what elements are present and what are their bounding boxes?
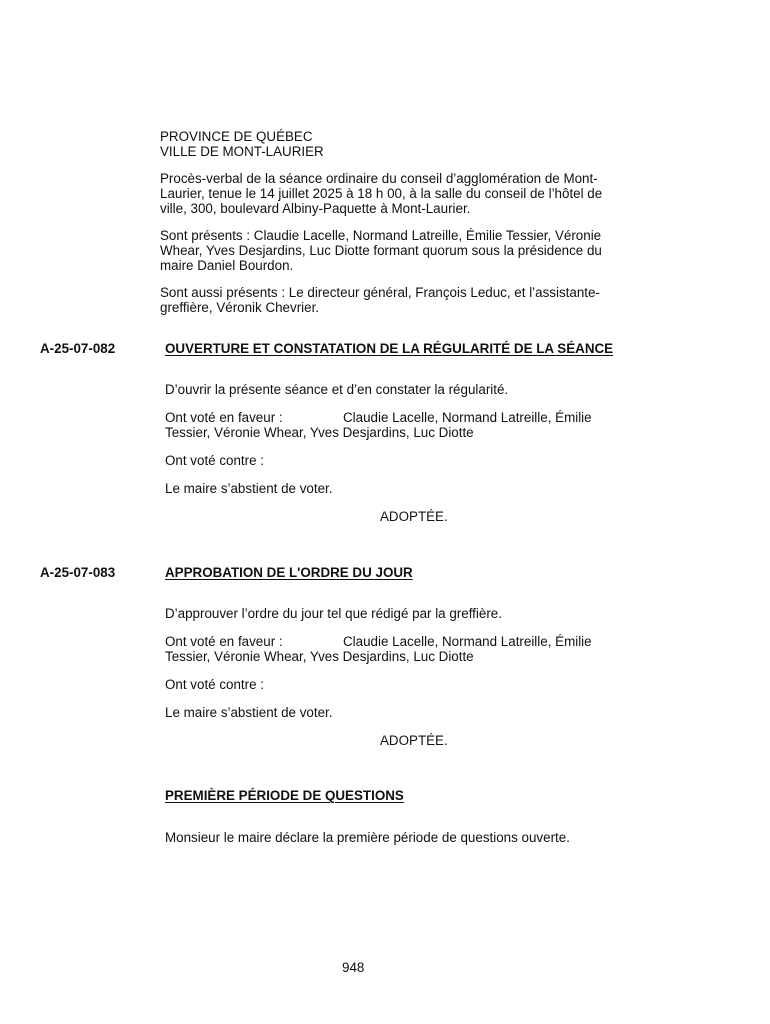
vote-against: Ont voté contre : — [165, 677, 264, 692]
vote-favor-names: Claudie Lacelle, Normand Latreille, Émilie — [343, 634, 592, 649]
resolution-number: A-25-07-082 — [40, 341, 116, 356]
intro-line-2: Laurier, tenue le 14 juillet 2025 à 18 h 00, à la salle du conseil de l’hôtel de — [160, 186, 603, 201]
intro-line-1: Procès-verbal de la séance ordinaire du conseil d’agglomération de Mont- — [160, 171, 598, 186]
aussi-line-2: greffière, Véronik Chevrier. — [160, 300, 320, 315]
resolution-title: APPROBATION DE L'ORDRE DU JOUR — [165, 565, 413, 580]
intro-line-3: ville, 300, boulevard Albiny-Paquette à Mont-Laurier. — [160, 201, 471, 216]
vote-favor-names-cont: Tessier, Véronie Whear, Yves Desjardins, Luc Diotte — [165, 425, 474, 440]
presents-line-1: Sont présents : Claudie Lacelle, Normand Latreille, Émilie Tessier, Véronie — [160, 228, 602, 243]
page-number: 948 — [342, 960, 365, 975]
adopted-status: ADOPTÉE. — [380, 733, 448, 748]
questions-body: Monsieur le maire déclare la première période de questions ouverte. — [165, 830, 570, 845]
resolution-number: A-25-07-083 — [40, 565, 116, 580]
mayor-abstain: Le maire s’abstient de voter. — [165, 481, 333, 496]
header-ville: VILLE DE MONT-LAURIER — [160, 144, 324, 159]
presents-line-3: maire Daniel Bourdon. — [160, 258, 294, 273]
presents-line-2: Whear, Yves Desjardins, Luc Diotte formant quorum sous la présidence du — [160, 243, 602, 258]
resolution-body: D’approuver l’ordre du jour tel que rédigé par la greffière. — [165, 606, 502, 621]
header-province: PROVINCE DE QUÉBEC — [160, 129, 313, 144]
resolution-title: OUVERTURE ET CONSTATATION DE LA RÉGULARITÉ DE LA SÉANCE — [165, 341, 614, 356]
aussi-line-1: Sont aussi présents : Le directeur général, François Leduc, et l’assistante- — [160, 285, 600, 300]
adopted-status: ADOPTÉE. — [380, 509, 448, 524]
vote-favor-names: Claudie Lacelle, Normand Latreille, Émilie — [343, 410, 592, 425]
vote-favor-label: Ont voté en faveur : — [165, 634, 283, 649]
mayor-abstain: Le maire s’abstient de voter. — [165, 705, 333, 720]
vote-favor-label: Ont voté en faveur : — [165, 410, 283, 425]
questions-title: PREMIÈRE PÉRIODE DE QUESTIONS — [165, 788, 404, 803]
vote-against: Ont voté contre : — [165, 453, 264, 468]
vote-favor-names-cont: Tessier, Véronie Whear, Yves Desjardins, Luc Diotte — [165, 649, 474, 664]
resolution-body: D’ouvrir la présente séance et d’en constater la régularité. — [165, 382, 509, 397]
